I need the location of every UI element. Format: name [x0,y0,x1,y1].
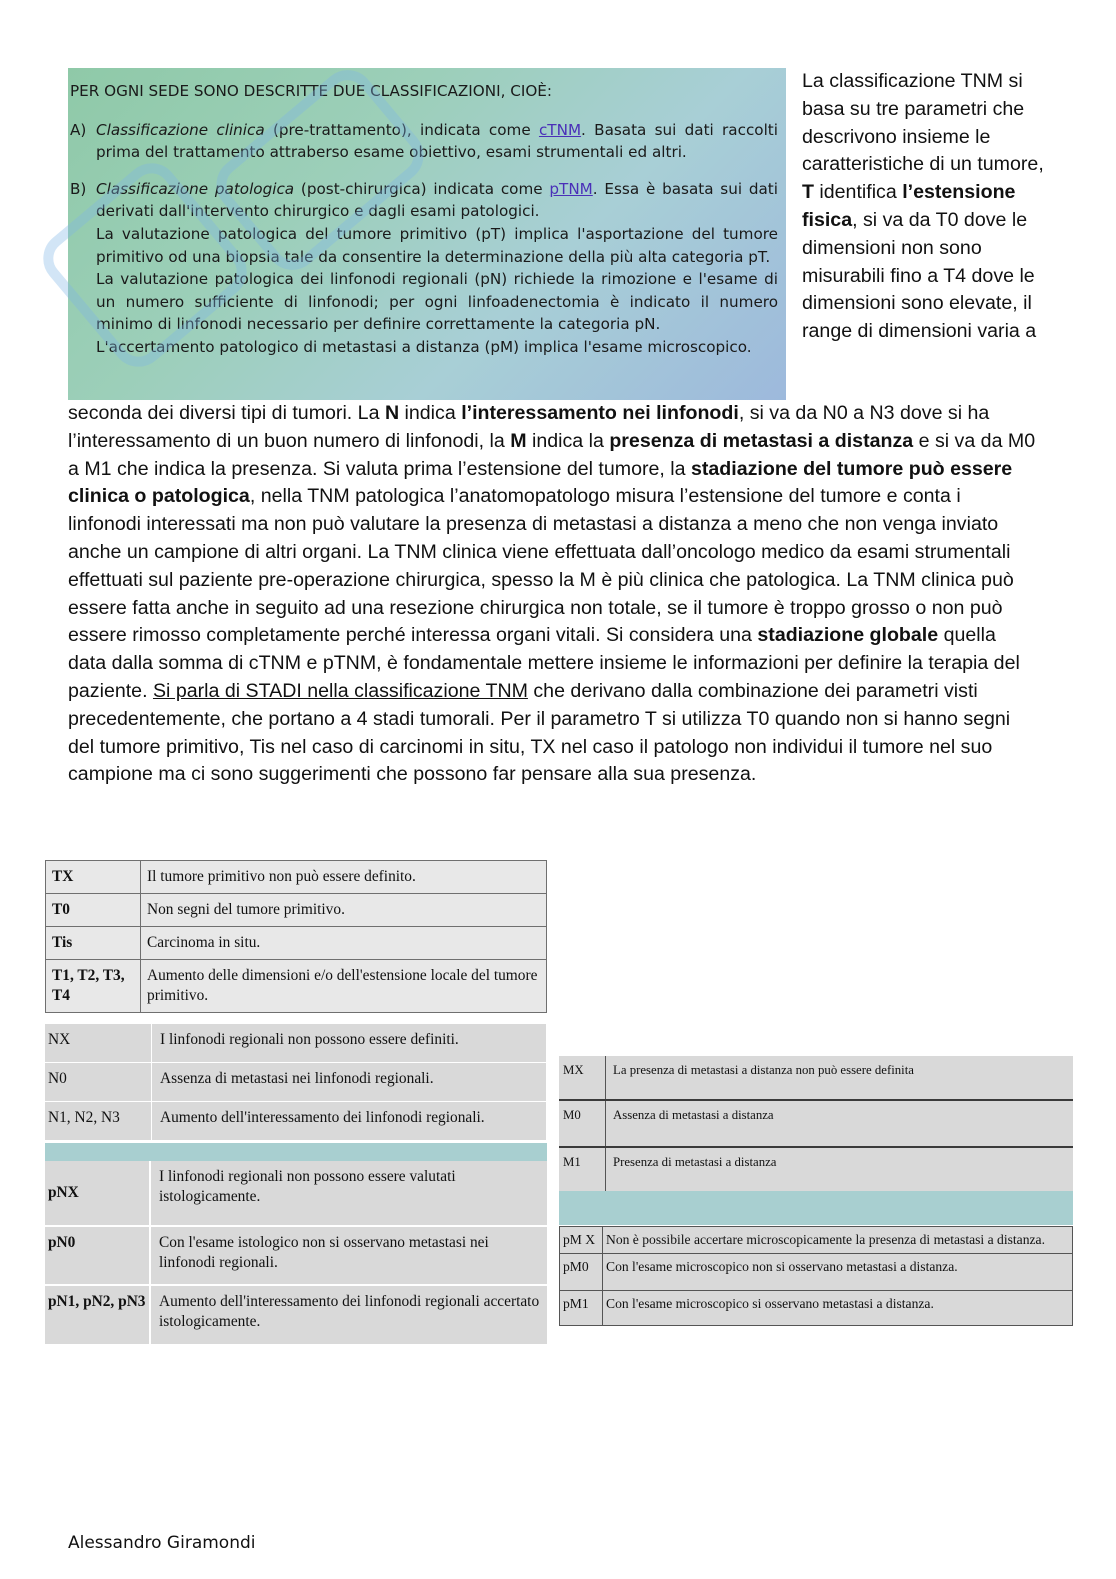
footer-author: Alessandro Giramondi [68,1533,256,1553]
n-classification-table [45,1024,547,1141]
pm-classification-table [559,1226,1073,1326]
ctnm-link[interactable]: cTNM [538,120,582,139]
table-row: T0 Non segni del tumore primitivo. [46,894,547,927]
table-row: T1, T2, T3, T4 Aumento delle dimensioni e/o dell'estensione locale del tumore primitivo. [46,960,547,1013]
table-row: N1, N2, N3 Aumento dell'interessamento dei linfonodi regionali. [45,1102,547,1141]
table-row: pN0 Con l'esame istologico non si osservano metastasi nei linfonodi regionali. [45,1226,547,1285]
classification-box-title: PER OGNI SEDE SONO DESCRITTE DUE CLASSIFICAZIONI, CIOÈ: [70,82,552,100]
m-classification-table [559,1056,1073,1192]
ptnm-link[interactable]: pTNM [549,179,593,198]
classification-b-p2: La valutazione patologica del tumore primitivo (pT) implica l'asportazione del tumore primitivo od una biopsia tale da consentire la determinazione della più alta categoria pT. [96,224,778,266]
table-divider-bar [559,1191,1073,1225]
table-divider-bar [45,1143,547,1161]
table-row: pN1, pN2, pN3 Aumento dell'interessamento dei linfonodi regionali accertato istologicamente. [45,1285,547,1345]
table-row: pM X Non è possibile accertare microscopicamente la presenza di metastasi a distanza. [560,1227,1073,1254]
table-row: pNX I linfonodi regionali non possono essere valutati istologicamente. [45,1161,547,1226]
table-row: TX Il tumore primitivo non può essere definito. [46,861,547,894]
side-paragraph: La classificazione TNM si basa su tre parametri che descrivono insieme le caratteristiche di un tumore, T identifica l’estensione fisica, si va da T0 dove le dimensioni non sono misurabili fino a T4 dove le dimensioni sono elevate, il range di dimensioni varia a [802,70,1044,343]
table-row: pM1 Con l'esame microscopico si osservano metastasi a distanza. [560,1291,1073,1326]
table-row: M1 Presenza di metastasi a distanza [559,1147,1073,1192]
classification-b-p4: L'accertamento patologico di metastasi a distanza (pM) implica l'esame microscopico. [96,337,752,356]
main-paragraph: seconda dei diversi tipi di tumori. La N indica l’interessamento nei linfonodi, si va da N0 a N3 dove si ha l’interessamento di un buon numero di linfonodi, la M indica la presenza di metastasi a distanza e si va da M0 a M1 che indica la presenza. Si valuta prima l’estensione del tumore, la stadiazione del tumore può essere clinica o patologica, nella TNM patologica l’anatomopatologo misura l’estensione del tumore e conta i linfonodi interessati ma non può valutare la presenza di metastasi a distanza a meno che non venga inviato anche un campione di altri organi. La TNM clinica viene effettuata dall’oncologo medico da esami strumentali effettuati sul paziente pre-operazione chirurgica, spesso la M è più clinica che patologica. La TNM clinica può essere fatta anche in seguito ad una resezione chirurgica non totale, se il tumore è troppo grosso o non può essere rimosso completamente perché interessa organi vitali. Si considera una stadiazione globale quella data dalla somma di cTNM e pTNM, è fondamentale mettere insieme le informazioni per definire la terapia del paziente. Si parla di STADI nella classificazione TNM che derivano dalla combinazione dei parametri visti precedentemente, che portano a 4 stadi tumorali. Per il parametro T si utilizza T0 quando non si hanno segni del tumore primitivo, Tis nel caso di carcinomi in situ, TX nel caso il patologo non individui il tumore nel suo campione ma ci sono suggerimenti che possono far pensare alla sua presenza. [68,402,1036,786]
pn-classification-table [45,1161,547,1346]
classification-b: B) Classificazione patologica (post-chirurgica) indicata come pTNM. Essa è basata sui dati derivati dall'intervento chirurgico e dagli esami patologici. [70,179,778,221]
table-row: MX La presenza di metastasi a distanza non può essere definita [559,1056,1073,1100]
classification-b-p3: La valutazione patologica dei linfonodi regionali (pN) richiede la rimozione e l'esame di un numero sufficiente di linfonodi; per ogni linfoadenectomia è indicato il numero minimo di linfonodi necessario per definire correttamente la categoria pN. [96,270,778,334]
table-row: Tis Carcinoma in situ. [46,927,547,960]
table-row: NX I linfonodi regionali non possono essere definiti. [45,1024,547,1063]
table-row: M0 Assenza di metastasi a distanza [559,1100,1073,1147]
table-row: pM0 Con l'esame microscopico non si osservano metastasi a distanza. [560,1254,1073,1291]
table-row: N0 Assenza di metastasi nei linfonodi regionali. [45,1063,547,1102]
classification-image-box [68,68,786,400]
classification-a: A) Classificazione clinica (pre-trattamento), indicata come cTNM. Basata sui dati raccolti prima del trattamento attraberso esame obiettivo, esami strumentali ed altri. [70,120,778,162]
t-classification-table [45,860,547,1013]
